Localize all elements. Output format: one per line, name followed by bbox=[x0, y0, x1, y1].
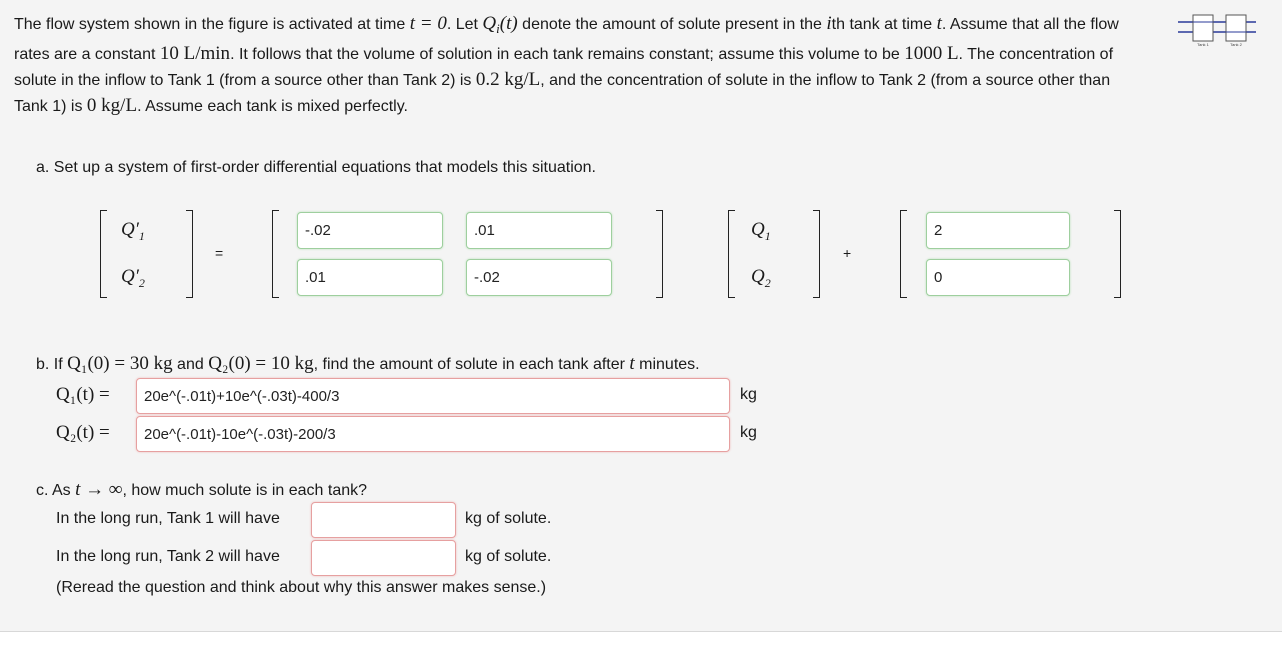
matrix-a22-input[interactable]: -.02 bbox=[466, 259, 612, 296]
matrix-bracket-left bbox=[272, 210, 279, 298]
math-initial-q2: Q₂(0) = 10 kg bbox=[208, 353, 314, 374]
part-c-prompt: c. As t → ∞, how much solute is in each tank? bbox=[36, 479, 368, 500]
tank2-longrun-input[interactable] bbox=[311, 540, 456, 576]
math-t-zero: t = 0 bbox=[409, 13, 447, 34]
lhs-q2-prime: $Q'_2$ bbox=[121, 266, 145, 290]
matrix-a11-input[interactable]: -.02 bbox=[297, 212, 443, 249]
plus-sign: + bbox=[843, 245, 852, 261]
intro-text: . It follows that the volume of solution in each tank remains constant; assume this volume to be bbox=[230, 46, 905, 64]
qvec-q2: $Q_2$ bbox=[751, 266, 771, 290]
math-t: t bbox=[936, 13, 942, 34]
intro-text: . The concentration of solute in the inflow to Tank 1 (from a source other than Tank 2) is bbox=[14, 46, 1114, 90]
tank-1-shape bbox=[1193, 15, 1213, 41]
tank-diagram[interactable] bbox=[1176, 12, 1258, 48]
hint-text: (Reread the question and think about why this answer makes sense.) bbox=[56, 579, 547, 596]
q1-label: Q₁(t) = bbox=[56, 384, 110, 405]
intro-text: . Assume that all the flow rates are a constant bbox=[14, 16, 1119, 64]
tank1-longrun-input[interactable] bbox=[311, 502, 456, 538]
intro-text: . Let bbox=[446, 16, 483, 33]
math-conc-2: 0 kg/L bbox=[86, 95, 138, 117]
intro-text: denote the amount of solute present in the bbox=[517, 16, 827, 33]
forcing-f1-input[interactable]: 2 bbox=[926, 212, 1070, 249]
math-limit: t → ∞ bbox=[75, 479, 123, 500]
forcing-bracket-right bbox=[1114, 210, 1121, 298]
equals-sign: = bbox=[215, 245, 224, 261]
math-volume: 1000 L bbox=[904, 43, 959, 65]
intro-text: , and the concentration of solute in the inflow to Tank 2 (from a source other than Tank 1) is bbox=[14, 72, 1111, 116]
part-a-prompt: a. Set up a system of first-order differential equations that models this situation. bbox=[36, 159, 596, 176]
q2-solution-input[interactable]: 20e^(-.01t)-10e^(-.03t)-200/3 bbox=[136, 416, 730, 452]
qvec-q1: $Q_1$ bbox=[751, 219, 771, 243]
tank-2-label: Tank 2 bbox=[1230, 42, 1242, 47]
math-q: Q bbox=[482, 13, 497, 34]
math-arg: (t) bbox=[499, 13, 518, 34]
q1-solution-input[interactable]: 20e^(-.01t)+10e^(-.03t)-400/3 bbox=[136, 378, 730, 414]
tank-1-label: Tank 1 bbox=[1197, 42, 1209, 47]
q2-label: Q₂(t) = bbox=[56, 422, 110, 443]
math-t: t bbox=[629, 353, 635, 374]
math-flow-rate: 10 L/min bbox=[159, 43, 231, 65]
intro-text: The flow system shown in the figure is activated at time bbox=[14, 16, 410, 33]
qvec-bracket-right bbox=[813, 210, 820, 298]
q1-unit: kg bbox=[740, 386, 757, 403]
q2-unit: kg bbox=[740, 424, 757, 441]
math-i: i bbox=[826, 13, 832, 34]
intro-text: th tank at time bbox=[831, 16, 937, 33]
intro-text: . Assume each tank is mixed perfectly. bbox=[137, 98, 408, 116]
tank1-longrun-unit: kg of solute. bbox=[465, 510, 552, 527]
part-b-prompt: b. If Q₁(0) = 30 kg and Q₂(0) = 10 kg, find the amount of solute in each tank after t minutes. bbox=[36, 353, 700, 374]
problem-statement bbox=[14, 11, 1144, 119]
forcing-bracket-left bbox=[900, 210, 907, 298]
matrix-a21-input[interactable]: .01 bbox=[297, 259, 443, 296]
matrix-a12-input[interactable]: .01 bbox=[466, 212, 612, 249]
tank-2-shape bbox=[1226, 15, 1246, 41]
forcing-f2-input[interactable]: 0 bbox=[926, 259, 1070, 296]
tank2-longrun-unit: kg of solute. bbox=[465, 548, 552, 565]
tank1-longrun-label: In the long run, Tank 1 will have bbox=[56, 510, 280, 527]
lhs-bracket-left bbox=[100, 210, 107, 298]
matrix-bracket-right bbox=[656, 210, 663, 298]
lhs-q1-prime: $Q'_1$ bbox=[121, 219, 145, 243]
qvec-bracket-left bbox=[728, 210, 735, 298]
tank2-longrun-label: In the long run, Tank 2 will have bbox=[56, 548, 280, 565]
lhs-bracket-right bbox=[186, 210, 193, 298]
math-subscript: i bbox=[496, 21, 500, 37]
math-conc-1: 0.2 kg/L bbox=[475, 69, 541, 91]
math-initial-q1: Q₁(0) = 30 kg bbox=[67, 353, 173, 374]
